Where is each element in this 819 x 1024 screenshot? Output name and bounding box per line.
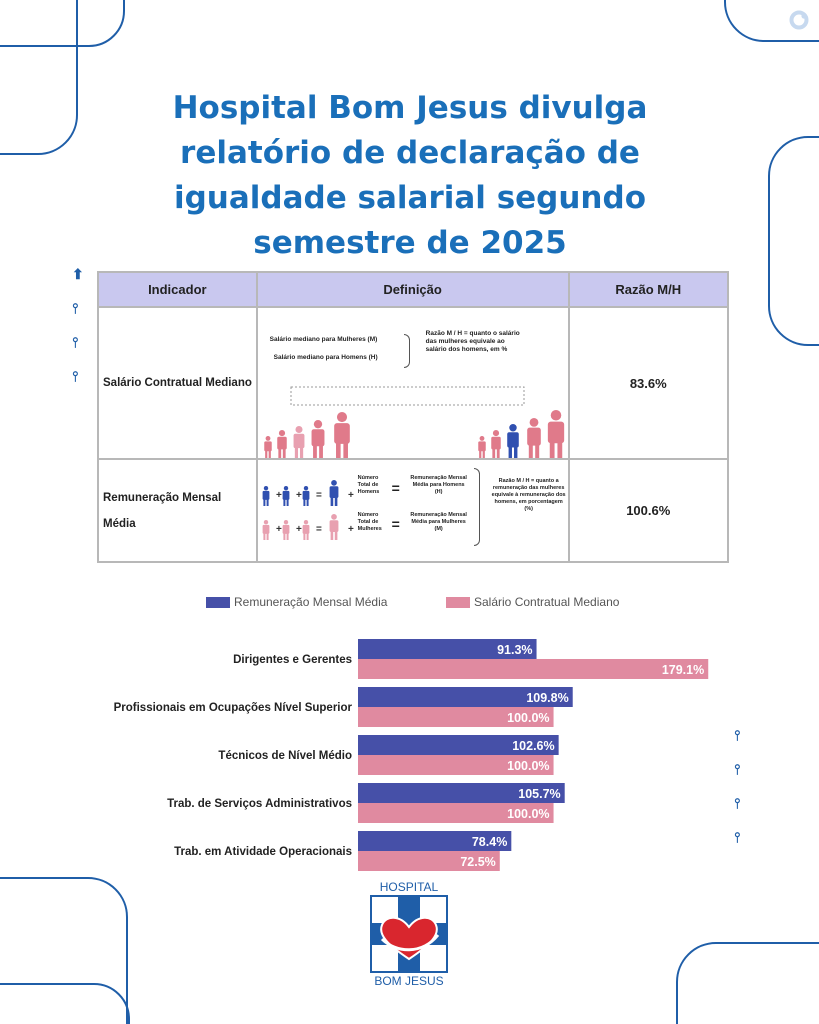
definition-note: Razão M / H = quanto a remuneração das mulheres equivale à remuneração dos homens, em porcentagem (%) (491, 478, 566, 512)
pin-icon: ⫯ (72, 300, 79, 316)
corner-decoration-bottom-right (676, 942, 819, 1024)
legend-swatch (446, 597, 470, 608)
pin-icon: ⫯ (734, 795, 741, 811)
pin-icon: ⫯ (734, 727, 741, 743)
men-figures-icon (260, 476, 360, 508)
indicator-name (98, 459, 257, 562)
category-label: Trab. de Serviços Administrativos (167, 798, 352, 810)
operator-sign: + (295, 524, 302, 535)
indicator-name: Salário Contratual Mediano (98, 307, 257, 459)
data-label: 91.3% (497, 643, 533, 657)
pin-icon: ⫯ (72, 334, 79, 350)
person-icon (277, 430, 287, 458)
indicator-table (97, 271, 729, 561)
person-icon (527, 418, 541, 458)
person-icon (547, 410, 563, 458)
pin-icon: ⫯ (72, 368, 79, 384)
woman-icon (262, 520, 269, 540)
operator-sign: + (295, 490, 302, 501)
legend-item (206, 595, 387, 609)
table-header: Razão M/H (569, 272, 729, 307)
woman-icon (302, 520, 309, 540)
man-icon (302, 486, 309, 506)
legend-item (446, 595, 619, 609)
data-label: 102.6% (512, 739, 555, 753)
brace-icon (474, 468, 480, 546)
definition-label: Remuneração Mensal Média para Homens (H) (410, 475, 467, 495)
person-icon (491, 430, 501, 458)
ratio-value: 83.6% (569, 307, 729, 459)
operator-sign: + (275, 490, 282, 501)
definition-label: Remuneração Mensal Média para Mulheres (M) (410, 512, 467, 532)
data-label: 100.0% (507, 711, 550, 725)
table-header-row (98, 272, 728, 307)
data-label: 100.0% (507, 807, 550, 821)
table-row (98, 307, 728, 459)
women-figures-icon (260, 510, 360, 542)
data-label: 109.8% (526, 691, 569, 705)
man-icon (262, 486, 269, 506)
operator-sign: + (347, 490, 354, 501)
bar-chart (0, 630, 819, 880)
category-label: Trab. em Atividade Operacionais (174, 846, 352, 858)
equals-sign: = (391, 516, 400, 532)
people-illustration (258, 370, 571, 460)
person-icon (264, 436, 271, 458)
woman-icon (329, 514, 338, 540)
logo-text-top: HOSPITAL (379, 880, 439, 894)
data-label: 100.0% (507, 759, 550, 773)
category-label: Técnicos de Nível Médio (218, 750, 352, 762)
heart-cross-logo (370, 895, 448, 973)
corner-decoration-bottom-left-2 (0, 983, 130, 1024)
bar (358, 659, 708, 679)
person-icon (507, 424, 519, 458)
operator-sign: + (275, 524, 282, 535)
indicator-name-line: Remuneração Mensal (103, 491, 222, 504)
operator-sign: = (315, 490, 322, 501)
definition-label: Número Total de Homens (357, 475, 380, 495)
equals-sign: = (391, 480, 400, 496)
table-row (98, 459, 728, 562)
person-icon (478, 436, 485, 458)
category-label: Profissionais em Ocupações Nível Superior (113, 702, 352, 714)
definition-note: Razão M / H = quanto o salário das mulheres equivale ao salário dos homens, em % (425, 330, 520, 353)
operator-sign: = (315, 524, 322, 535)
brand-icon (789, 9, 811, 31)
pin-icon: ⫯ (734, 761, 741, 777)
logo-text-bottom: BOM JESUS (374, 974, 444, 988)
pin-icon: ⫯ (734, 829, 741, 845)
data-label: 72.5% (460, 855, 496, 869)
definition-cell (257, 307, 569, 459)
person-icon (334, 412, 350, 458)
data-label: 78.4% (471, 835, 508, 849)
category-label: Dirigentes e Gerentes (233, 654, 352, 666)
person-icon (293, 426, 304, 458)
hospital-logo (366, 880, 452, 988)
man-icon (329, 480, 338, 506)
legend-label: Remuneração Mensal Média (234, 595, 388, 609)
indicator-name-line: Média (103, 517, 136, 530)
table-header: Indicador (98, 272, 257, 307)
person-icon (311, 420, 324, 458)
woman-icon (282, 520, 289, 540)
man-icon (282, 486, 289, 506)
brace-icon (404, 334, 410, 368)
table-header: Definição (257, 272, 569, 307)
legend-label: Salário Contratual Mediano (474, 595, 620, 609)
definition-line: Salário mediano para Mulheres (M) (269, 336, 378, 343)
definition-label: Número Total de Mulheres (357, 512, 382, 532)
data-label: 179.1% (661, 663, 705, 677)
ratio-value: 100.6% (569, 459, 729, 562)
page-title: Hospital Bom Jesus divulga relatório de declaração de igualdade salarial segundo semestre de 2025 (172, 90, 648, 261)
data-label: 105.7% (518, 787, 561, 801)
corner-decoration-right (768, 136, 819, 346)
legend-swatch (206, 597, 230, 608)
corner-decoration-top-left-2 (0, 0, 125, 47)
pin-icon: ⬆ (72, 266, 84, 282)
definition-line: Salário mediano para Homens (H) (273, 354, 378, 361)
definition-cell (257, 459, 569, 562)
operator-sign: + (347, 524, 354, 535)
